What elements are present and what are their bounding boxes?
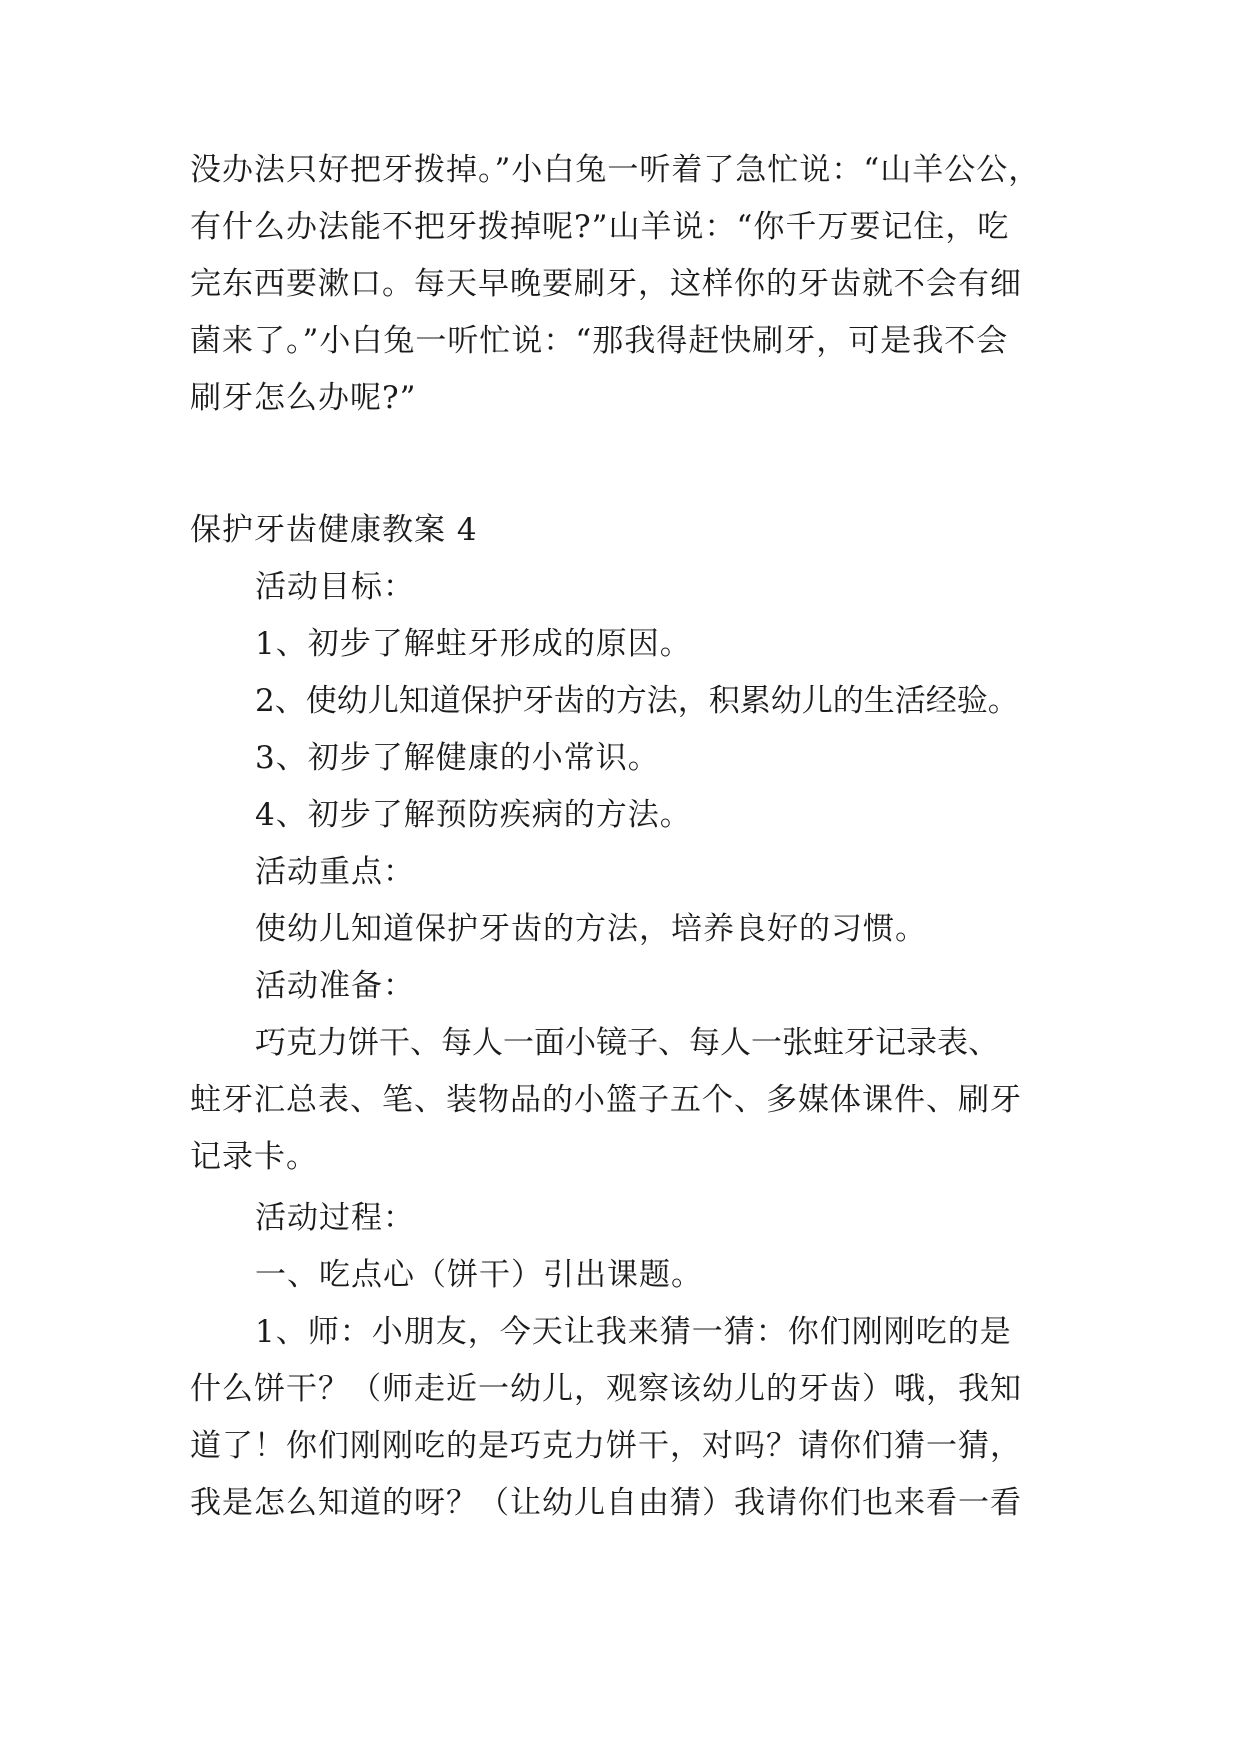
focus-heading: 活动重点： (255, 854, 415, 890)
goal-item-4: 4、初步了解预防疾病的方法。 (255, 797, 692, 833)
section-title: 保护牙齿健康教案 4 (190, 512, 478, 548)
process-line-3: 道了！你们刚刚吃的是巧克力饼干，对吗？请你们猜一猜， (190, 1428, 1022, 1464)
story-line-2: 有什么办法能不把牙拨掉呢?”山羊说：“你千万要记住，吃 (190, 209, 1010, 245)
process-line-4: 我是怎么知道的呀？（让幼儿自由猜）我请你们也来看一看 (190, 1485, 1022, 1521)
prep-line-1: 巧克力饼干、每人一面小镜子、每人一张蛀牙记录表、 (255, 1025, 999, 1061)
story-line-1: 没办法只好把牙拨掉。”小白兔一听着了急忙说：“山羊公公， (190, 152, 1041, 188)
process-line-2: 什么饼干？（师走近一幼儿，观察该幼儿的牙齿）哦，我知 (190, 1371, 1022, 1407)
prep-heading: 活动准备： (255, 968, 415, 1004)
process-step-1: 一、吃点心（饼干）引出课题。 (255, 1257, 703, 1293)
prep-line-3: 记录卡。 (190, 1139, 318, 1175)
goals-heading: 活动目标： (255, 569, 415, 605)
goal-item-2: 2、使幼儿知道保护牙齿的方法，积累幼儿的生活经验。 (255, 683, 1019, 719)
focus-text: 使幼儿知道保护牙齿的方法，培养良好的习惯。 (255, 911, 927, 947)
goal-item-3: 3、初步了解健康的小常识。 (255, 740, 660, 776)
story-line-4: 菌来了。”小白兔一听忙说：“那我得赶快刷牙，可是我不会 (190, 323, 1009, 359)
process-line-1: 1、师：小朋友，今天让我来猜一猜：你们刚刚吃的是 (255, 1314, 1012, 1350)
story-line-5: 刷牙怎么办呢?” (190, 380, 417, 416)
prep-line-2: 蛀牙汇总表、笔、装物品的小篮子五个、多媒体课件、刷牙 (190, 1082, 1022, 1118)
process-heading: 活动过程： (255, 1200, 415, 1236)
story-line-3: 完东西要漱口。每天早晚要刷牙，这样你的牙齿就不会有细 (190, 266, 1022, 302)
goal-item-1: 1、初步了解蛀牙形成的原因。 (255, 626, 692, 662)
